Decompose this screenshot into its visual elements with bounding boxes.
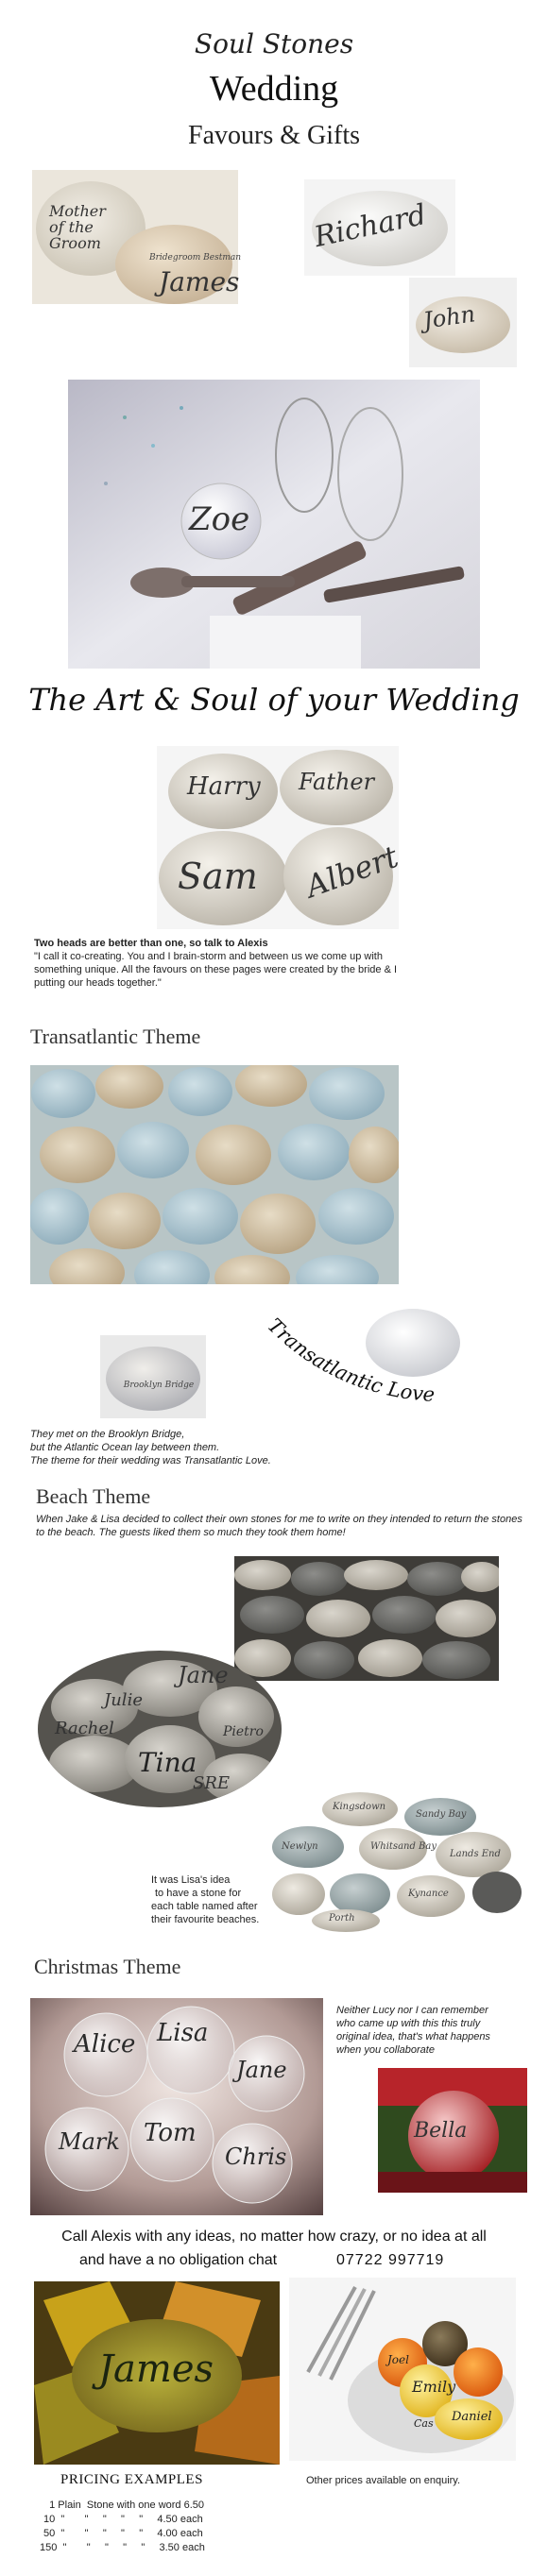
- intro-body: "I call it co-creating. You and I brain-storm and between us we come up with something unique. All the favours on these pages were created by the bride & I putting our heads together.": [34, 951, 398, 989]
- stone-text-richard: Richard: [311, 197, 430, 255]
- beach-caption-line3: each table named after: [151, 1901, 258, 1912]
- beach-stone-whitsand-bay: Whitsand Bay: [370, 1841, 437, 1852]
- christmas-title: Christmas Theme: [34, 1955, 181, 1978]
- christmas-quote-line4: when you collaborate: [336, 2044, 435, 2056]
- beach-oval-name-julie: Julie: [104, 1690, 143, 1710]
- table-orb-name: Zoe: [189, 500, 250, 538]
- bauble-name-tom: Tom: [144, 2119, 197, 2147]
- stone-text-john: John: [421, 300, 477, 334]
- stone-text-mother-groom: Mother of the Groom: [49, 202, 106, 252]
- header-line1: Soul Stones: [194, 28, 354, 59]
- beach-stone-porth: Porth: [329, 1913, 355, 1924]
- group-stone-albert: Albert: [300, 838, 403, 906]
- fruit-name-cas: Cas: [414, 2417, 434, 2430]
- beach-intro: When Jake & Lisa decided to collect their own stones for me to write on they intended to return the stones to the beach. The guests liked them so much they took them home!: [36, 1514, 522, 1538]
- beach-stone-kingsdown: Kingsdown: [333, 1802, 386, 1812]
- beach-oval-name-tina: Tina: [138, 1747, 197, 1778]
- bauble-name-jane: Jane: [236, 2057, 287, 2083]
- beach-caption-line4: their favourite beaches.: [151, 1914, 260, 1925]
- fruit-name-joel: Joel: [387, 2353, 409, 2366]
- beach-caption-line1: It was Lisa's idea: [151, 1874, 231, 1886]
- transatlantic-title: Transatlantic Theme: [30, 1025, 201, 1048]
- stone-text-james: James: [159, 266, 240, 297]
- red-bauble-name: Bella: [414, 2119, 468, 2143]
- bauble-name-lisa: Lisa: [157, 2019, 209, 2047]
- leaf-stone-name: James: [98, 2347, 214, 2391]
- beach-named-stones-photo: [270, 1790, 525, 1932]
- table-setting-photo: [68, 380, 480, 669]
- fruit-name-daniel: Daniel: [452, 2410, 492, 2424]
- contact-line1: Call Alexis with any ideas, no matter how crazy, or no idea at all: [61, 2229, 487, 2245]
- header-line2: Wedding: [209, 69, 339, 109]
- beach-stone-lands-end: Lands End: [450, 1849, 501, 1859]
- pricing-other: Other prices available on enquiry.: [306, 2475, 461, 2486]
- transatlantic-caption-line3: The theme for their wedding was Transatlantic Love.: [30, 1455, 271, 1466]
- transatlantic-stones-photo: [30, 1065, 399, 1284]
- contact-phone[interactable]: 07722 997719: [336, 2252, 445, 2268]
- beach-stone-kynance: Kynance: [408, 1889, 449, 1899]
- fruit-bowl-photo: [289, 2278, 516, 2461]
- bauble-name-alice: Alice: [74, 2030, 136, 2059]
- group-stone-father: Father: [299, 769, 375, 795]
- pricing-title: PRICING EXAMPLES: [60, 2472, 203, 2487]
- bauble-name-chris: Chris: [225, 2144, 287, 2170]
- brooklyn-stone-text: Brooklyn Bridge: [123, 1381, 195, 1390]
- transatlantic-caption-line1: They met on the Brooklyn Bridge,: [30, 1429, 185, 1440]
- group-stone-harry: Harry: [187, 772, 261, 801]
- transatlantic-caption-line2: but the Atlantic Ocean lay between them.: [30, 1442, 220, 1453]
- pricing-row-10: 10 " " " " " 4.50 each: [43, 2514, 203, 2525]
- contact-line2: and have a no obligation chat: [79, 2252, 278, 2268]
- pricing-row-50: 50 " " " " " 4.00 each: [43, 2528, 203, 2539]
- beach-title: Beach Theme: [36, 1484, 151, 1508]
- beach-oval-name-pietro: Pietro: [223, 1724, 264, 1739]
- beach-caption-line2: to have a stone for: [155, 1888, 242, 1899]
- svg-text:Transatlantic Love: Transatlantic Love: [263, 1313, 436, 1407]
- brooklyn-stone-photo: [100, 1335, 206, 1418]
- beach-oval-name-rachel: Rachel: [55, 1719, 114, 1738]
- christmas-quote-line3: original idea, that's what happens: [336, 2031, 490, 2042]
- transatlantic-love-curved-text: [255, 1308, 491, 1416]
- fruit-name-emily: Emily: [412, 2378, 456, 2396]
- christmas-quote-line2: who came up with this this truly: [336, 2018, 481, 2029]
- beach-oval-name-sre: SRE: [193, 1773, 231, 1793]
- beach-oval-name-jane: Jane: [178, 1662, 229, 1688]
- header-line3: Favours & Gifts: [188, 121, 360, 150]
- intro-heading: Two heads are better than one, so talk to Alexis: [34, 938, 268, 949]
- beach-stones-photo: [234, 1556, 499, 1681]
- tagline: The Art & Soul of your Wedding: [28, 682, 520, 718]
- bauble-name-mark: Mark: [59, 2128, 120, 2155]
- christmas-quote-line1: Neither Lucy nor I can remember: [336, 2005, 488, 2016]
- beach-stone-sandy-bay: Sandy Bay: [416, 1809, 467, 1820]
- beach-stone-newlyn: Newlyn: [282, 1841, 318, 1852]
- pricing-row-150: 150 " " " " " 3.50 each: [40, 2542, 205, 2553]
- pricing-row-1: 1 Plain Stone with one word 6.50: [43, 2500, 204, 2511]
- group-stone-sam: Sam: [178, 856, 258, 897]
- stone-text-bridegroom-bestman: Bridegroom Bestman: [149, 253, 242, 263]
